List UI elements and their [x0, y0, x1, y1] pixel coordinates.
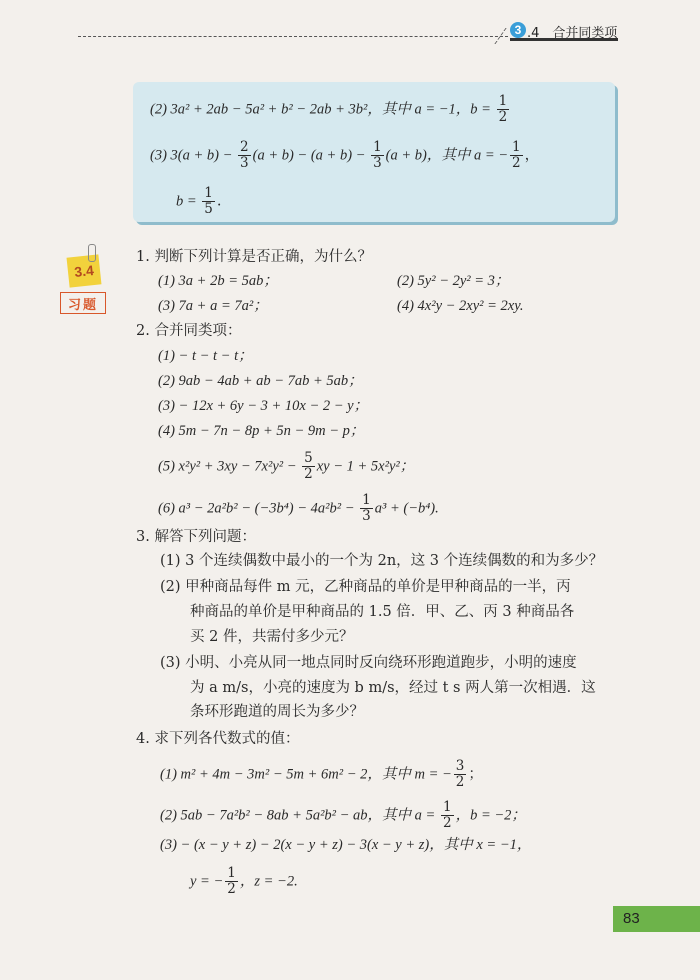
- q3-item-2-line-1: (2) 甲种商品每件 m 元，乙种商品的单价是甲种商品的一半，丙: [160, 579, 571, 595]
- page-number-badge: [613, 906, 700, 932]
- q3-item-3-line-1: (3) 小明、小亮从同一地点同时反向绕环形跑道跑步，小明的速度: [160, 655, 577, 671]
- q4-item-2: (2) 5ab − 7a²b² − 8ab + 5a²b² − ab，其中 a = $\frac{1}{2}$ ，b = −2；: [160, 799, 526, 831]
- q1-item-2: (2) 5y² − 2y² = 3；: [397, 273, 510, 289]
- example-item-3: (3) 3(a + b) − $\frac{2}{3}$ (a + b) − (a + b) − $\frac{1}{3}$ (a + b)，其中 a = − $\frac{1}{2}$ ，: [150, 139, 540, 171]
- section-title: .4 合并同类项: [527, 26, 618, 41]
- header-rule: [78, 36, 508, 37]
- example-item-2: (2) 3a² + 2ab − 5a² + b² − 2ab + 3b²，其中 a = −1，b = $\frac{1}{2}$: [150, 93, 508, 125]
- q4-item-3-line-1: (3) − (x − y + z) − 2(x − y + z) − 3(x − y + z)，其中 x = −1，: [160, 837, 532, 853]
- q3-item-2-line-3: 买 2 件，共需付多少元？: [190, 629, 354, 645]
- fraction: $\frac{1}{3}$: [362, 492, 371, 524]
- q3-item-1: (1) 3 个连续偶数中最小的一个为 2n，这 3 个连续偶数的和为多少？: [160, 553, 604, 569]
- q2-item-1: (1) − t − t − t；: [158, 348, 253, 364]
- exercise-label: 习题: [60, 292, 106, 314]
- fraction: $\frac{2}{3}$: [240, 139, 249, 171]
- fraction: $\frac{1}{2}$: [512, 139, 521, 171]
- q2-title: 2. 合并同类项：: [136, 323, 242, 339]
- fraction: $\frac{5}{2}$: [304, 450, 313, 482]
- fraction: $\frac{1}{2}$: [227, 865, 236, 897]
- fraction: $\frac{1}{5}$: [204, 185, 213, 217]
- fraction: $\frac{1}{3}$: [373, 139, 382, 171]
- q1-title: 1. 判断下列计算是否正确，为什么？: [136, 249, 372, 265]
- q3-item-3-line-2: 为 a m/s，小亮的速度为 b m/s，经过 t s 两人第一次相遇．这: [190, 680, 596, 696]
- fraction: $\frac{1}{2}$: [442, 799, 452, 831]
- fraction: $\frac{3}{2}$: [455, 758, 465, 790]
- q3-item-2-line-2: 种商品的单价是甲种商品的 1.5 倍．甲、乙、丙 3 种商品各: [190, 604, 575, 620]
- fraction: $\frac{1}{2}$: [498, 93, 508, 125]
- q1-item-1: (1) 3a + 2b = 5ab；: [158, 273, 278, 289]
- q3-item-3-line-3: 条环形跑道的周长为多少？: [190, 704, 364, 720]
- q4-item-3-line-2: y = − $\frac{1}{2}$ ，z = −2.: [190, 865, 298, 897]
- exercise-number: 3.4: [67, 254, 102, 287]
- page-number: 83: [623, 910, 640, 927]
- paperclip-icon: [88, 244, 96, 262]
- q1-item-4: (4) 4x²y − 2xy² = 2xy.: [397, 298, 524, 314]
- q3-title: 3. 解答下列问题：: [136, 529, 256, 545]
- q4-title: 4. 求下列各代数式的值：: [136, 731, 300, 747]
- q4-item-1: (1) m² + 4m − 3m² − 5m + 6m² − 2，其中 m = − $\frac{3}{2}$ ；: [160, 758, 483, 790]
- q2-item-2: (2) 9ab − 4ab + ab − 7ab + 5ab；: [158, 373, 363, 389]
- q1-item-3: (3) 7a + a = 7a²；: [158, 298, 268, 314]
- q2-item-4: (4) 5m − 7n − 8p + 5n − 9m − p；: [158, 423, 365, 439]
- q2-item-3: (3) − 12x + 6y − 3 + 10x − 2 − y；: [158, 398, 369, 414]
- q2-item-5: (5) x²y² + 3xy − 7x²y² − $\frac{5}{2}$ xy − 1 + 5x²y²；: [158, 450, 415, 482]
- q2-item-6: (6) a³ − 2a²b² − (−3b⁴) − 4a²b² − $\frac{1}{3}$ a³ + (−b⁴).: [158, 492, 439, 524]
- exercise-tag: [58, 244, 106, 316]
- chapter-badge: 3: [510, 22, 526, 38]
- example-item-3-cont: b = $\frac{1}{5}$ .: [176, 185, 222, 217]
